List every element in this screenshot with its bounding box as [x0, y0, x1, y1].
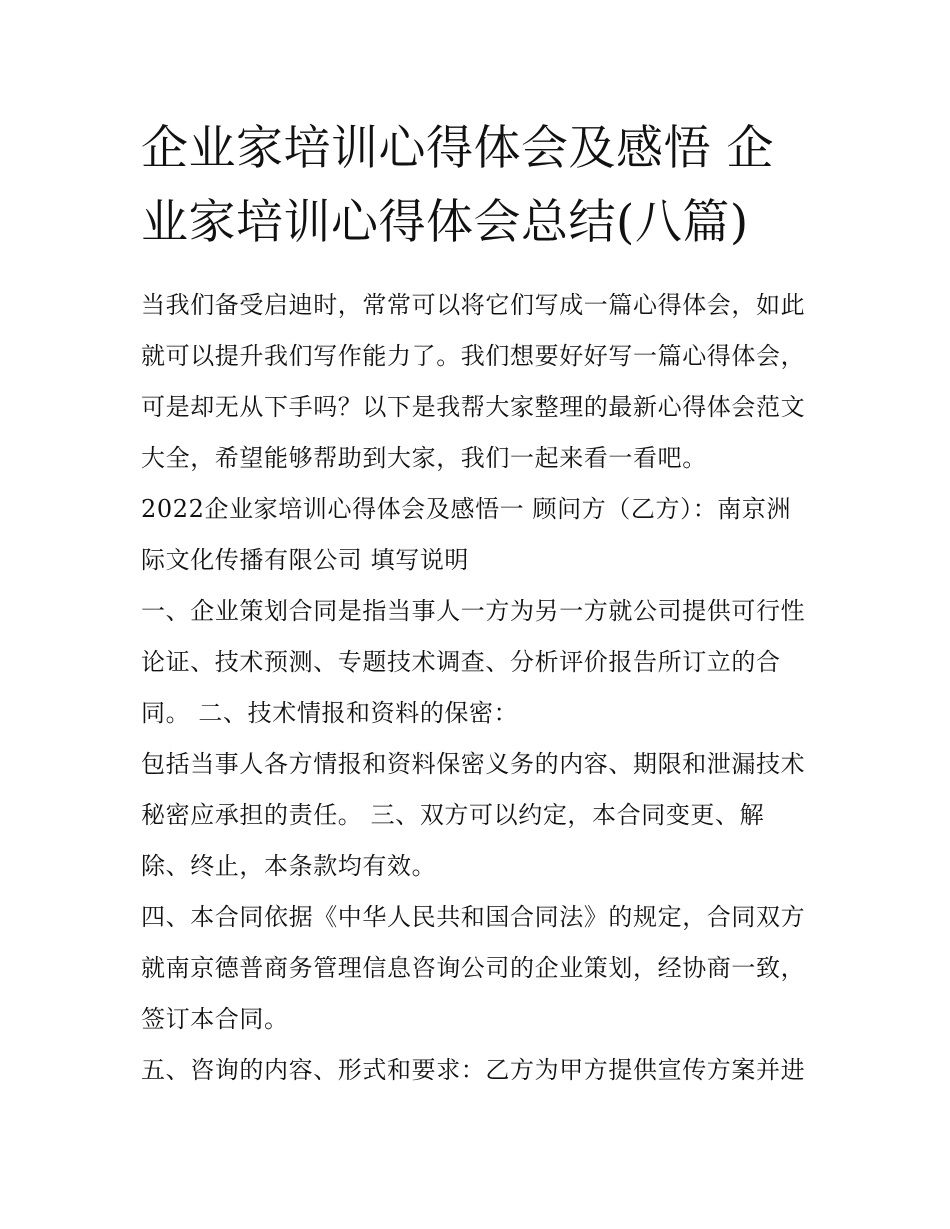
paragraph-clause-five: 五、咨询的内容、形式和要求：乙方为甲方提供宣传方案并进 — [141, 1056, 806, 1084]
paragraph-clause-confidentiality: 包括当事人各方情报和资料保密义务的内容、期限和泄漏技术秘密应承担的责任。 三、双方可以约定，本合同变更、解除、终止，本条款均有效。 — [141, 750, 806, 880]
paragraph-heading-one: 2022企业家培训心得体会及感悟一 顾问方（乙方）：南京洲际文化传播有限公司 填写说明 — [141, 495, 792, 574]
paragraph-intro: 当我们备受启迪时，常常可以将它们写成一篇心得体会，如此就可以提升我们写作能力了。我们想要好好写一篇心得体会，可是却无从下手吗？以下是我帮大家整理的最新心得体会范文大全，希望能够帮助到大家，我们一起来看一看吧。 — [141, 291, 806, 472]
document-body — [141, 112, 813, 1096]
paragraph-clause-four: 四、本合同依据《中华人民共和国合同法》的规定，合同双方就南京德普商务管理信息咨询公司的企业策划，经协商一致，签订本合同。 — [141, 903, 806, 1033]
document-title: 企业家培训心得体会及感悟 企业家培训心得体会总结(八篇) — [141, 121, 774, 250]
paragraph-clause-one: 一、企业策划合同是指当事人一方为另一方就公司提供可行性论证、技术预测、专题技术调查、分析评价报告所订立的合同。 二、技术情报和资料的保密： — [141, 597, 806, 727]
